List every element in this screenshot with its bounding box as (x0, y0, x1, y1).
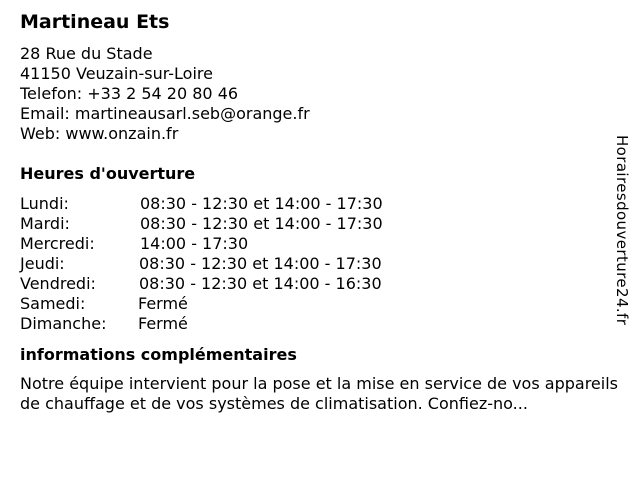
day-hours: 14:00 - 17:30 (140, 234, 249, 253)
day-label: Mercredi: (20, 234, 95, 253)
hours-table (20, 194, 620, 334)
day-label: Jeudi: (20, 254, 65, 273)
day-hours: 08:30 - 12:30 et 14:00 - 16:30 (139, 274, 382, 293)
day-label: Samedi: (20, 294, 86, 313)
web-line (20, 124, 620, 144)
phone-number[interactable]: +33 2 54 20 80 46 (87, 84, 239, 103)
day-hours: Fermé (138, 294, 188, 313)
street-address: 28 Rue du Stade (20, 44, 153, 63)
day-label: Mardi: (20, 214, 70, 233)
hours-row-samedi (20, 294, 620, 314)
email-link[interactable]: martineausarl.seb@orange.fr (74, 104, 310, 123)
hours-row-lundi (20, 194, 620, 214)
web-label: Web: (20, 124, 61, 143)
hours-row-mardi (20, 214, 620, 234)
phone-line (20, 84, 620, 104)
hours-heading: Heures d'ouverture (20, 164, 196, 183)
day-label: Dimanche: (20, 314, 107, 333)
phone-label: Telefon: (20, 84, 83, 103)
business-name: Martineau Ets (20, 11, 170, 33)
email-line (20, 104, 620, 124)
hours-row-mercredi (20, 234, 620, 254)
contact-block (20, 44, 620, 144)
day-hours: 08:30 - 12:30 et 14:00 - 17:30 (139, 254, 382, 273)
hours-row-dimanche (20, 314, 620, 334)
email-label: Email: (20, 104, 70, 123)
hours-row-vendredi (20, 274, 620, 294)
hours-row-jeudi (20, 254, 620, 274)
city-address: 41150 Veuzain-sur-Loire (20, 64, 213, 83)
info-heading: informations complémentaires (20, 345, 297, 364)
day-hours: 08:30 - 12:30 et 14:00 - 17:30 (140, 194, 383, 213)
day-label: Vendredi: (20, 274, 96, 293)
day-label: Lundi: (20, 194, 69, 213)
business-card (20, 10, 620, 414)
day-hours: 08:30 - 12:30 et 14:00 - 17:30 (140, 214, 383, 233)
web-link[interactable]: www.onzain.fr (65, 124, 179, 143)
day-hours: Fermé (138, 314, 188, 333)
info-description: Notre équipe intervient pour la pose et la mise en service de vos appareils de chauffage et de vos systèmes de climatisation. Confiez-no... (20, 374, 618, 413)
site-brand-vertical: Horairesdouverture24.fr (613, 135, 631, 326)
